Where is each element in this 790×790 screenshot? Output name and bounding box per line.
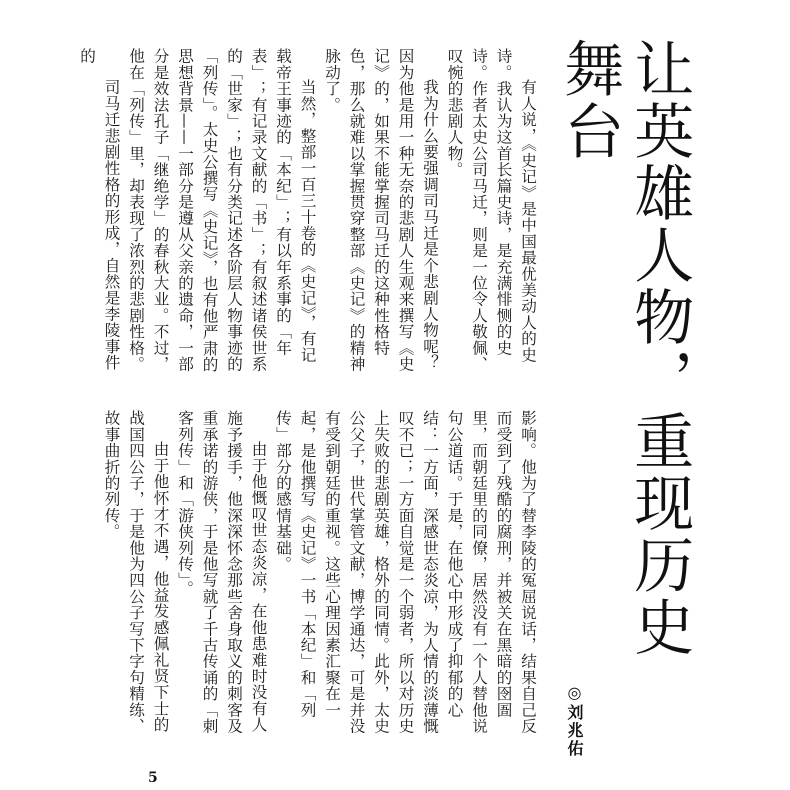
- paragraph: 我为什么要强调司马迁是个悲剧人物呢？因为他是用一种无奈的悲剧人生观来撰写《史记》的，如果不能掌握司马迁的这种性格特色，那么就难以掌握贯穿整部《史记》的精神脉动了。: [323, 48, 439, 372]
- article-title: 让英雄人物，重现历史舞台: [554, 38, 695, 658]
- paragraph: 由于他怀才不遇，他益发感佩礼贤下士的战国四公子，于是他为四公子写下字句精练、故事曲折的列传。: [102, 410, 170, 734]
- paragraph: 司马迁悲剧性格的形成，自然是李陵事件的: [78, 48, 121, 371]
- paragraph: 当然，整部一百三十卷的《史记》，有记载帝王事迹的「本纪」；有以年系事的「年表」；有记录文献的「书」；有叙述诸侯世系的「世家」；也有分类记述各阶层人物事迹的「列传」。太史公撰写《史记》，也有他严肃的思想背景——一部分是遵从父亲的遗命，一部分是效法孔子「继绝学」的春秋大业。不过，他在「列传」里，却表现了浓烈的悲剧性格。: [127, 48, 317, 373]
- body-text-lower: [102, 410, 540, 740]
- paragraph: 由于他慨叹世态炎凉，在他患难时没有人施予援手，他深深怀念那些舍身取义的刺客及重承诺的游侠，于是他写就了千古传诵的「刺客列传」和「游侠列传」。: [176, 410, 268, 734]
- author-name: ◎刘兆佑: [565, 683, 584, 758]
- paragraph: 有人说，《史记》是中国最优美动人的史诗。我认为这首长篇史诗，是充满悱恻的史诗。作者太史公司马迁，则是一位令人敬佩、叹惋的悲剧人物。: [445, 48, 537, 372]
- page-number: 5: [148, 770, 158, 786]
- paragraph: 影响。他为了替李陵的冤屈说话，结果自己反而受到了残酷的腐刑，并被关在黑暗的囹圄里，而朝廷里的同僚，居然没有一个人替他说句公道话。于是，在他心中形成了抑郁的心结：一方面，深感世态炎凉，为人情的淡薄慨叹不已；一方面自觉是一个弱者，所以对历史上失败的悲剧英雄，格外的同情。此外，太史公父子，世代掌管文献，博学通达，可是并没有受到朝廷的重视。这些心理因素汇聚在一起，是他撰写《史记》一书「本纪」和「列传」部分的感情基础。: [274, 410, 537, 734]
- body-text-upper: [78, 48, 540, 378]
